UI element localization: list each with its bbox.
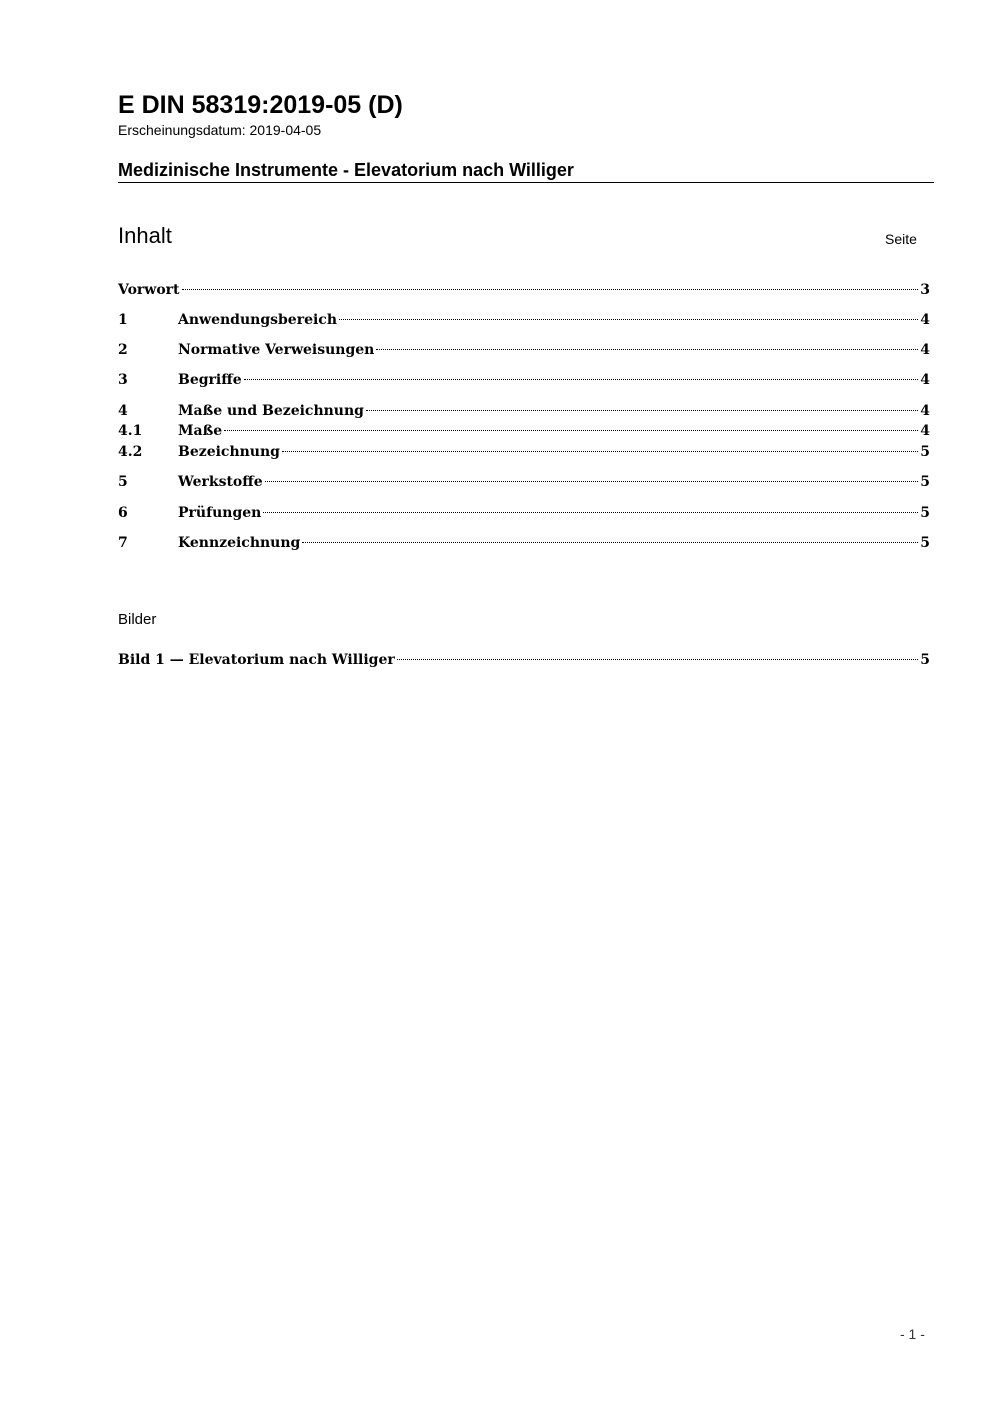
dot-leader <box>182 289 919 290</box>
toc-entry-number: 1 <box>118 312 128 328</box>
toc-entry-label: Normative Verweisungen <box>178 342 375 358</box>
dot-leader <box>263 512 918 513</box>
toc-entry-1[interactable] <box>118 310 930 330</box>
dot-leader <box>366 410 918 411</box>
dot-leader <box>376 349 918 350</box>
page-column-label: Seite <box>885 231 917 247</box>
dot-leader <box>339 319 918 320</box>
toc-entry-4-1[interactable] <box>118 421 930 441</box>
dot-leader <box>265 481 919 482</box>
document-id: E DIN 58319:2019-05 (D) <box>118 91 403 119</box>
toc-entry-label: Werkstoffe <box>178 474 263 490</box>
toc-entry-number: 4.1 <box>118 423 143 439</box>
toc-entry-label: Bezeichnung <box>178 444 280 460</box>
toc-entry-page: 5 <box>920 535 930 551</box>
toc-entry-label: Begriffe <box>178 372 242 388</box>
toc-entry-page: 4 <box>920 342 930 358</box>
toc-entry-label: Maße <box>178 423 223 439</box>
toc-entry-6[interactable] <box>118 503 930 523</box>
figures-heading: Bilder <box>118 611 157 628</box>
footer-page-number: - 1 - <box>900 1326 925 1342</box>
toc-entry-page: 3 <box>920 282 930 298</box>
toc-entry-number: 7 <box>118 535 128 551</box>
toc-entry-number: 5 <box>118 474 128 490</box>
figure-entry-1[interactable] <box>118 650 930 670</box>
toc-entry-page: 4 <box>920 312 930 328</box>
figure-entry-label: Bild 1 — Elevatorium nach Williger <box>118 652 395 668</box>
toc-entry-label: Vorwort <box>118 282 180 298</box>
figure-entry-page: 5 <box>920 652 930 668</box>
toc-entry-label: Kennzeichnung <box>178 535 301 551</box>
toc-entry-page: 4 <box>920 372 930 388</box>
toc-entry-label: Prüfungen <box>178 505 262 521</box>
toc-entry-number: 4.2 <box>118 444 143 460</box>
toc-entry-page: 5 <box>920 474 930 490</box>
document-title: Medizinische Instrumente - Elevatorium nach Williger <box>118 160 574 180</box>
dot-leader <box>302 542 918 543</box>
toc-entry-number: 2 <box>118 342 128 358</box>
title-divider <box>118 182 934 183</box>
toc-entry-5[interactable] <box>118 472 930 492</box>
toc-entry-vorwort[interactable] <box>118 280 930 300</box>
dot-leader <box>282 451 918 452</box>
toc-entry-4[interactable] <box>118 401 930 421</box>
toc-entry-2[interactable] <box>118 340 930 360</box>
dot-leader <box>244 379 919 380</box>
toc-entry-3[interactable] <box>118 370 930 390</box>
toc-entry-page: 5 <box>920 444 930 460</box>
toc-entry-number: 3 <box>118 372 128 388</box>
toc-entry-7[interactable] <box>118 533 930 553</box>
toc-entry-4-2[interactable] <box>118 442 930 462</box>
toc-entry-page: 5 <box>920 505 930 521</box>
publication-date: Erscheinungsdatum: 2019-04-05 <box>118 122 322 138</box>
toc-heading: Inhalt <box>118 223 172 248</box>
toc-entry-page: 4 <box>920 423 930 439</box>
dot-leader <box>397 659 919 660</box>
toc-entry-label: Maße und Bezeichnung <box>178 403 364 419</box>
toc-entry-label: Anwendungsbereich <box>178 312 337 328</box>
dot-leader <box>224 430 918 431</box>
toc-entry-number: 4 <box>118 403 128 419</box>
toc-entry-page: 4 <box>920 403 930 419</box>
toc-entry-number: 6 <box>118 505 128 521</box>
